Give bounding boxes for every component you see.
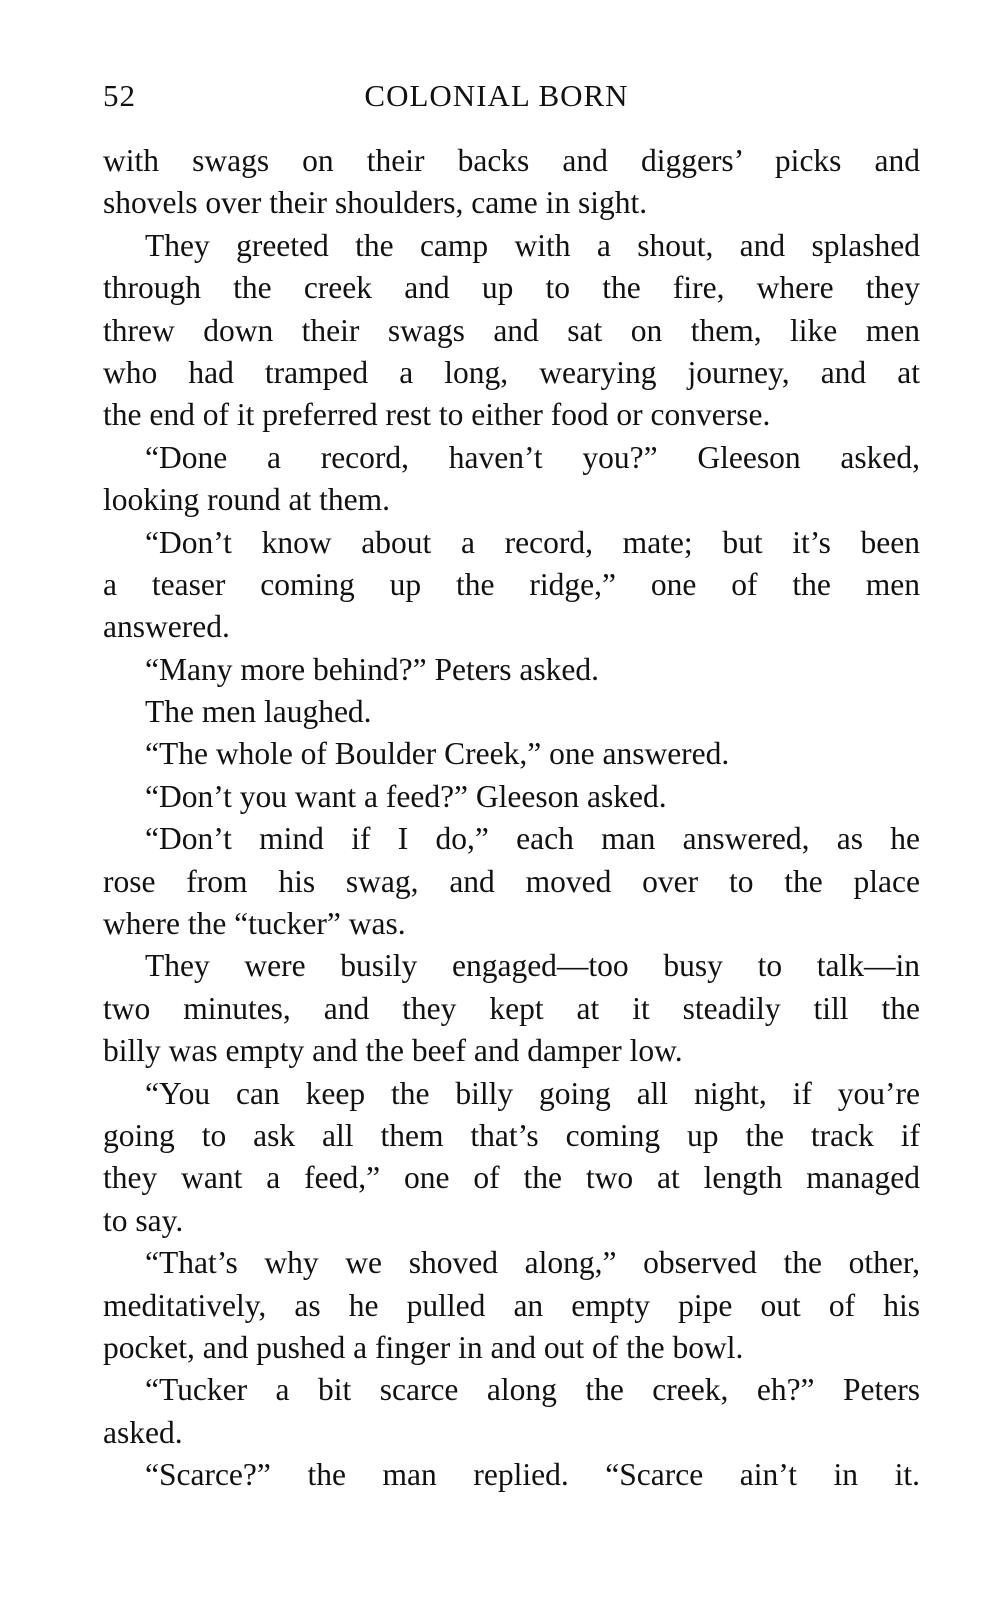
text-line: “Many more behind?” Peters asked. <box>145 651 599 687</box>
text-line: “Tucker a bit scarce along the creek, eh?” Peters <box>145 1372 920 1408</box>
text-line: The men laughed. <box>145 694 372 730</box>
text-line: the end of it preferred rest to either food or converse. <box>103 397 771 433</box>
text-line: with swags on their backs and diggers’ picks and <box>103 143 920 178</box>
text-line: meditatively, as he pulled an empty pipe out of his <box>103 1287 920 1323</box>
text-line: who had tramped a long, wearying journey, and at <box>103 354 920 390</box>
text-line: rose from his swag, and moved over to the place <box>103 863 920 899</box>
text-line: “Scarce?” the man replied. “Scarce ain’t in it. <box>145 1457 920 1493</box>
text-line: two minutes, and they kept at it steadily till the <box>103 990 920 1026</box>
body-text <box>103 140 920 1497</box>
text-line: a teaser coming up the ridge,” one of the men <box>103 566 920 602</box>
text-line: pocket, and pushed a finger in and out of the bowl. <box>103 1329 744 1365</box>
text-line: “Don’t you want a feed?” Gleeson asked. <box>145 778 667 814</box>
text-line: answered. <box>103 609 230 645</box>
text-line: looking round at them. <box>103 482 390 518</box>
page-number: 52 <box>103 78 136 113</box>
text-line: to say. <box>103 1202 184 1238</box>
text-line: “The whole of Boulder Creek,” one answered. <box>145 736 730 772</box>
running-head <box>103 78 930 122</box>
text-line: where the “tucker” was. <box>103 906 406 942</box>
text-line: “That’s why we shoved along,” observed the other, <box>145 1245 920 1281</box>
text-line: They were busily engaged—too busy to talk—in <box>145 948 920 984</box>
text-line: they want a feed,” one of the two at length managed <box>103 1160 920 1196</box>
text-line: asked. <box>103 1414 183 1450</box>
text-line: billy was empty and the beef and damper low. <box>103 1033 683 1069</box>
text-line: They greeted the camp with a shout, and splashed <box>145 227 920 263</box>
text-line: “You can keep the billy going all night, if you’re <box>145 1075 920 1111</box>
text-line: “Don’t mind if I do,” each man answered, as he <box>145 821 920 857</box>
text-line: through the creek and up to the fire, where they <box>103 270 920 306</box>
text-line: going to ask all them that’s coming up the track if <box>103 1117 920 1153</box>
text-line: “Done a record, haven’t you?” Gleeson asked, <box>145 439 920 475</box>
running-title: COLONIAL BORN <box>364 78 629 113</box>
text-line: threw down their swags and sat on them, like men <box>103 312 920 348</box>
text-line: “Don’t know about a record, mate; but it’s been <box>145 524 920 560</box>
text-line: shovels over their shoulders, came in sight. <box>103 185 648 221</box>
